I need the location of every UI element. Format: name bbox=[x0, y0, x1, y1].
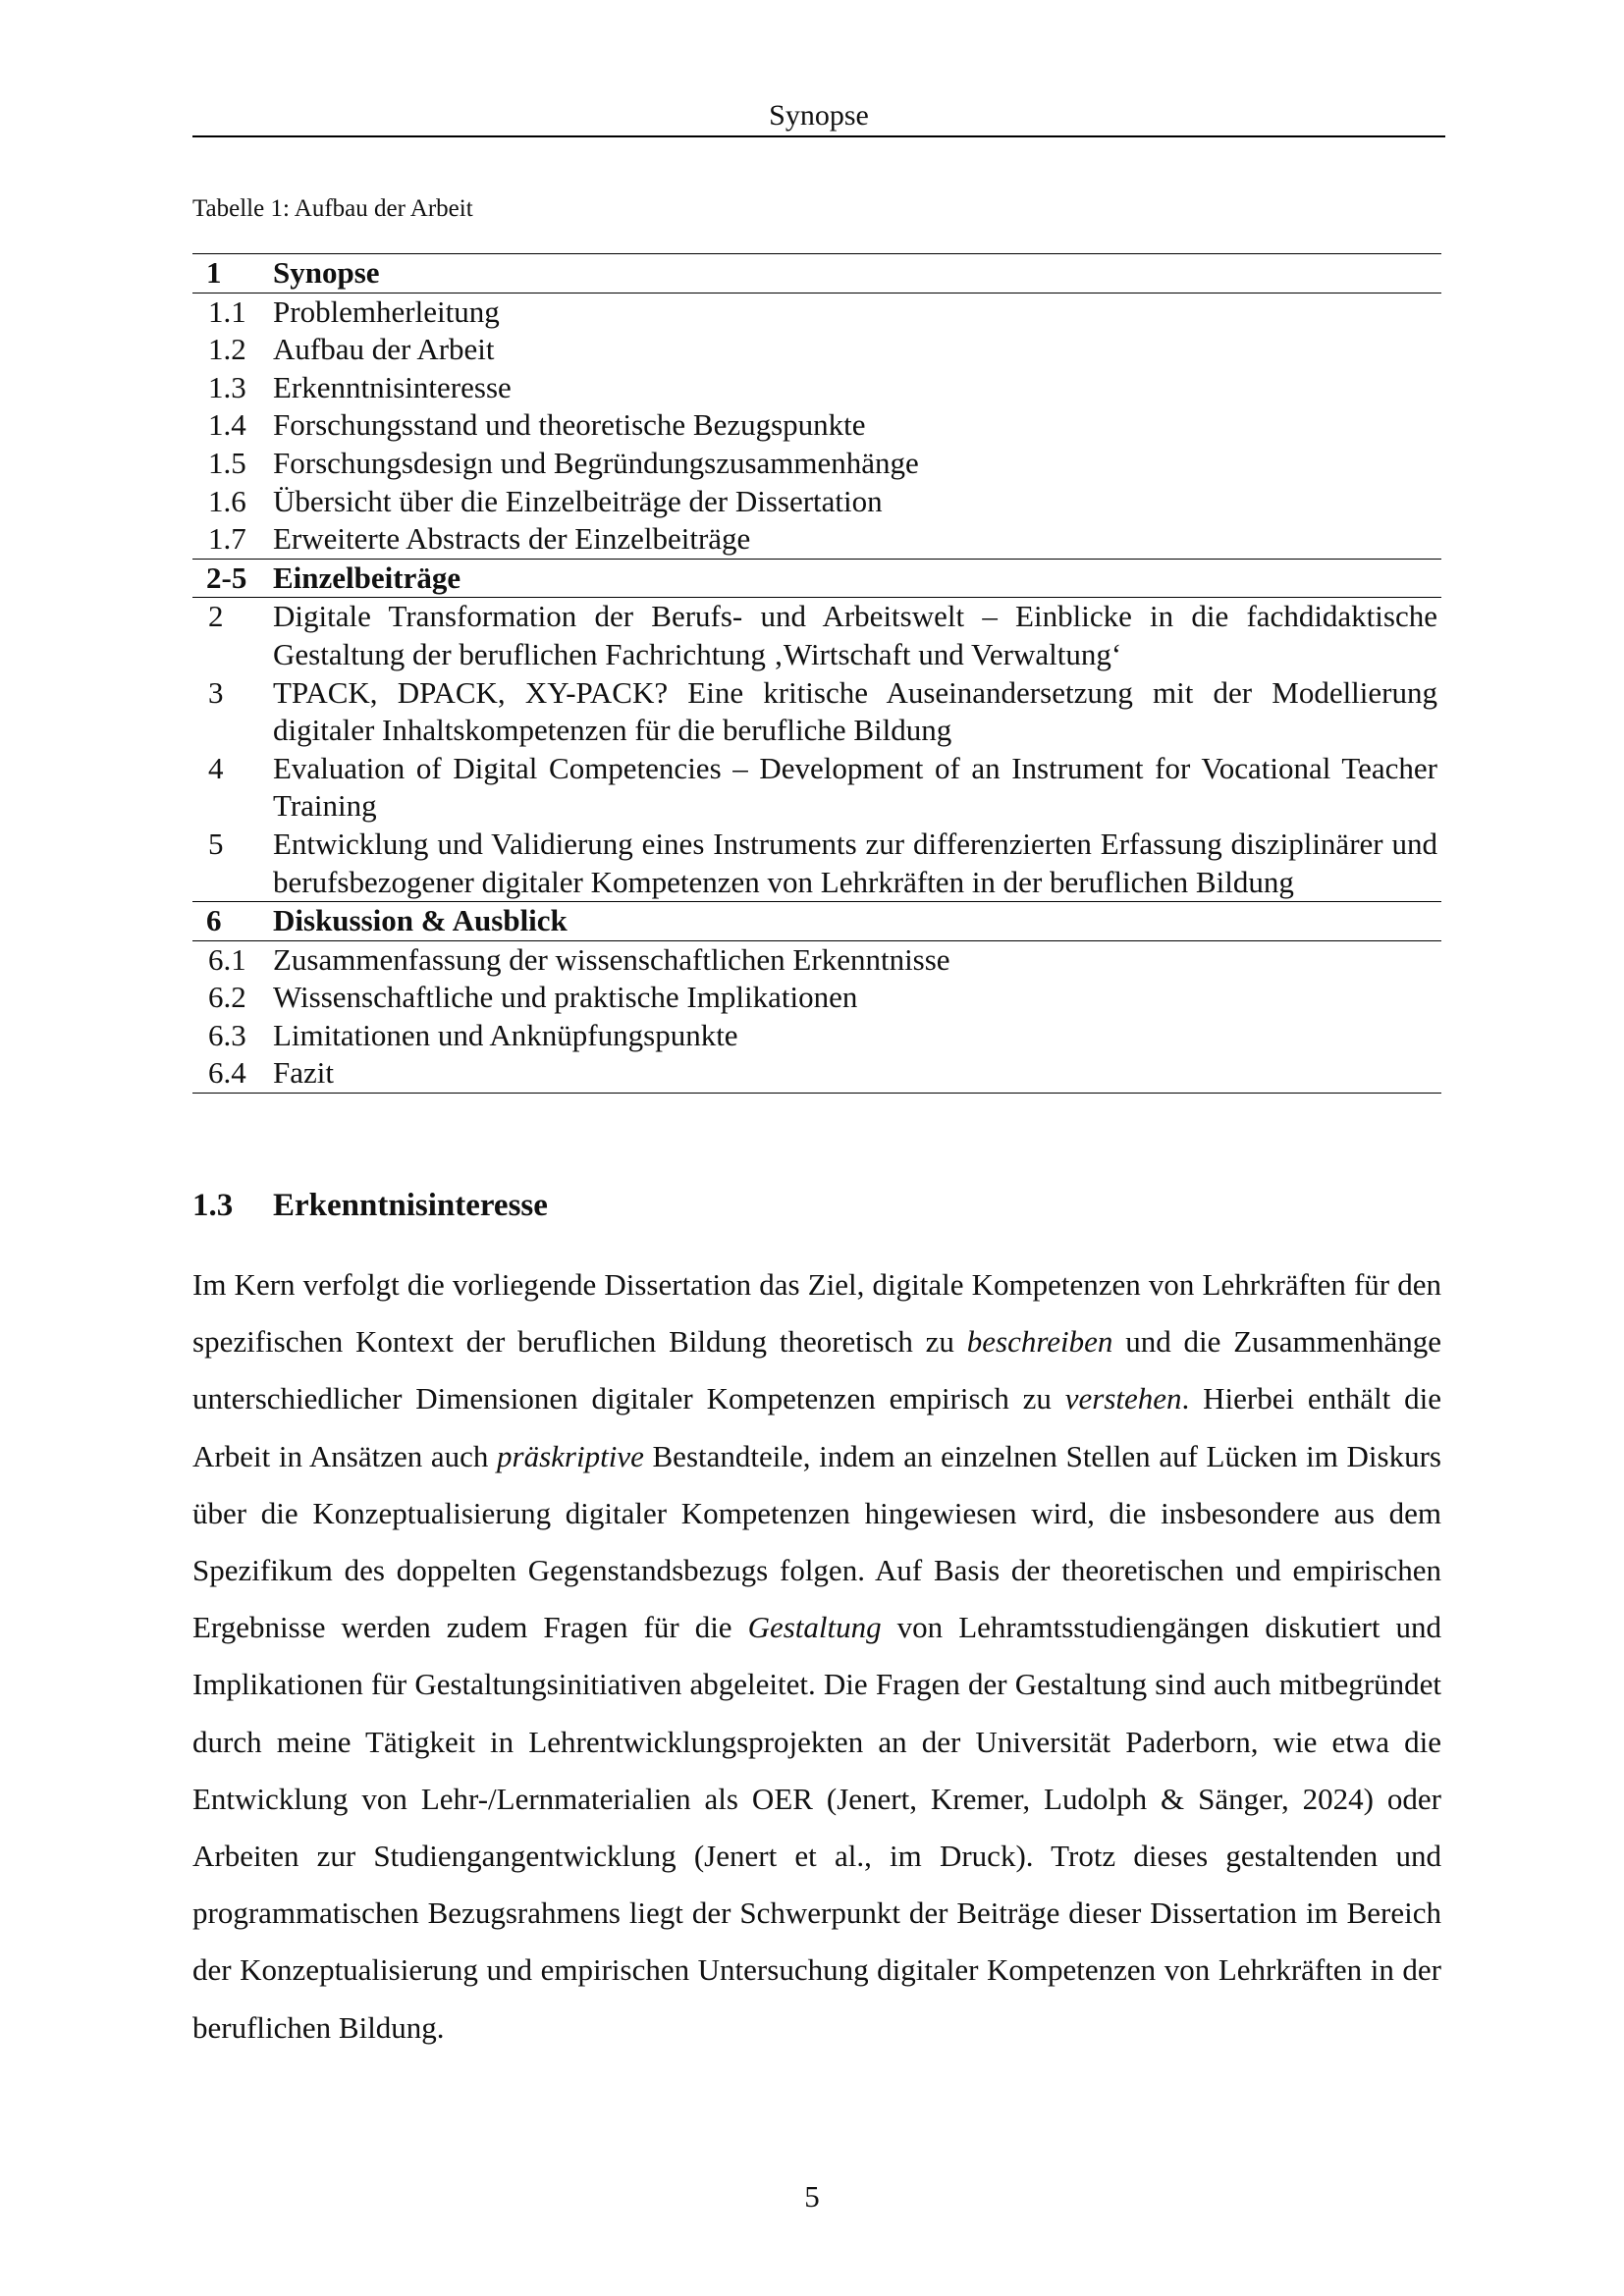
table-row-title: Wissenschaftliche und praktische Implikationen bbox=[273, 980, 858, 1015]
table-row-title: Forschungsstand und theoretische Bezugspunkte bbox=[273, 407, 866, 443]
table-row-title: Synopse bbox=[273, 255, 380, 290]
page-number: 5 bbox=[804, 2179, 820, 2214]
emphasized-term: Gestaltung bbox=[747, 1610, 882, 1645]
table-row bbox=[192, 979, 1441, 1017]
table-row bbox=[192, 826, 1441, 901]
table-row-title: TPACK, DPACK, XY-PACK? Eine kritische Auseinandersetzung mit der Modellierung digitaler Inhaltskompetenzen für die berufliche Bildung bbox=[273, 674, 1437, 748]
table-row-number: 6.1 bbox=[208, 941, 246, 977]
table-row bbox=[192, 941, 1441, 980]
table-section-row bbox=[192, 559, 1441, 599]
table-row-title: Übersicht über die Einzelbeiträge der Dissertation bbox=[273, 483, 883, 518]
table-row-title: Diskussion & Ausblick bbox=[273, 903, 568, 938]
table-row bbox=[192, 331, 1441, 369]
section-heading bbox=[192, 1186, 548, 1225]
table-row bbox=[192, 1017, 1441, 1055]
table-row-number: 1.2 bbox=[208, 332, 246, 367]
structure-table bbox=[192, 253, 1441, 1094]
emphasized-term: verstehen bbox=[1064, 1381, 1182, 1416]
table-row-number: 2-5 bbox=[206, 560, 247, 595]
table-row-number: 6.2 bbox=[208, 980, 246, 1015]
table-row-number: 1.7 bbox=[208, 521, 246, 557]
table-row-title: Erkenntnisinteresse bbox=[273, 369, 512, 404]
table-row-number: 1.5 bbox=[208, 445, 246, 480]
table-row-title: Fazit bbox=[273, 1055, 334, 1091]
table-row-title: Evaluation of Digital Competencies – Development of an Instrument for Vocational Teacher Training bbox=[273, 750, 1437, 824]
table-row-title: Zusammenfassung der wissenschaftlichen Erkenntnisse bbox=[273, 941, 950, 977]
table-row-title: Erweiterte Abstracts der Einzelbeiträge bbox=[273, 521, 751, 557]
table-row bbox=[192, 483, 1441, 521]
table-row bbox=[192, 294, 1441, 332]
table-row-number: 2 bbox=[208, 599, 224, 634]
table-row-number: 1 bbox=[206, 255, 222, 290]
text-run: Bestandteile, indem an einzelnen Stellen auf Lücken im Diskurs über die Konzeptualisierung digitaler Kompetenzen hingewiesen wird, die insbesondere aus dem Spezifikum des doppelten Gegenstandsbezugs folgen. Auf Basis der theoretischen und empirischen Ergebnisse werden zudem Fragen für die bbox=[192, 1438, 1441, 1645]
table-row-title: Einzelbeiträge bbox=[273, 560, 461, 595]
table-row bbox=[192, 674, 1441, 750]
table-row bbox=[192, 445, 1441, 483]
table-row bbox=[192, 1054, 1441, 1093]
table-row-title: Digitale Transformation der Berufs- und Arbeitswelt – Einblicke in die fachdidaktische Gestaltung der beruflichen Fachrichtung ‚Wirtschaft und Verwaltung‘ bbox=[273, 599, 1437, 671]
table-row-title: Entwicklung und Validierung eines Instruments zur differenzierten Erfassung disziplinärer und berufsbezogener digitaler Kompetenzen von Lehrkräften in der beruflichen Bildung bbox=[273, 826, 1437, 899]
running-header: Synopse bbox=[192, 96, 1445, 137]
table-row bbox=[192, 598, 1441, 673]
text-run: Im Kern verfolgt die vorliegende Dissertation das Ziel, digitale Kompetenzen von Lehrkräften für den spezifischen Kontext der beruflichen Bildung theoretisch zu bbox=[192, 1267, 1441, 1360]
section-title: Erkenntnisinteresse bbox=[273, 1188, 548, 1223]
text-run: von Lehramtsstudiengängen diskutiert und Implikationen für Gestaltungsinitiativen abgeleitet. Die Fragen der Gestaltung sind auch mitbegründet durch meine Tätigkeit in Lehrentwicklungsprojekten an der Universität Paderborn, wie etwa die Entwicklung von Lehr-/Lernmaterialien als OER (Jenert, Kremer, Ludolph & Sänger, 2024) oder Arbeiten zur Studiengangentwicklung (Jenert et al., im Druck). Trotz dieses gestaltenden und programmatischen Bezugsrahmens liegt der Schwerpunkt der Beiträge dieser Dissertation im Bereich der Konzeptualisierung und empirischen Untersuchung digitaler Kompetenzen von Lehrkräften in der beruflichen Bildung. bbox=[192, 1610, 1442, 2045]
emphasized-term: präskriptive bbox=[497, 1438, 644, 1473]
table-row bbox=[192, 750, 1441, 826]
table-row-number: 1.3 bbox=[208, 369, 246, 404]
table-row-number: 1.4 bbox=[208, 407, 246, 443]
table-row bbox=[192, 520, 1441, 559]
table-section-row bbox=[192, 254, 1441, 294]
table-caption: Tabelle 1: Aufbau der Arbeit bbox=[192, 195, 473, 222]
table-row-number: 3 bbox=[208, 674, 224, 710]
body-paragraph bbox=[192, 1256, 1441, 2056]
table-row-title: Forschungsdesign und Begründungszusammenhänge bbox=[273, 445, 919, 480]
table-row-number: 6.3 bbox=[208, 1017, 246, 1052]
table-row-number: 6.4 bbox=[208, 1055, 246, 1091]
text-run: und die Zusammenhänge unterschiedlicher Dimensionen digitaler Kompetenzen empirisch zu bbox=[192, 1324, 1441, 1416]
table-row-number: 6 bbox=[206, 903, 222, 938]
section-number: 1.3 bbox=[192, 1188, 234, 1223]
table-row-number: 1.1 bbox=[208, 294, 246, 329]
table-row-title: Limitationen und Anknüpfungspunkte bbox=[273, 1017, 738, 1052]
table-row-title: Aufbau der Arbeit bbox=[273, 332, 495, 367]
table-section-row bbox=[192, 901, 1441, 941]
text-run: . Hierbei enthält die Arbeit in Ansätzen auch bbox=[192, 1381, 1442, 1473]
table-row-number: 4 bbox=[208, 750, 224, 785]
table-row bbox=[192, 406, 1441, 445]
table-row-title: Problemherleitung bbox=[273, 294, 500, 329]
table-row-number: 5 bbox=[208, 826, 224, 861]
table-row bbox=[192, 369, 1441, 407]
table-row-number: 1.6 bbox=[208, 483, 246, 518]
emphasized-term: beschreiben bbox=[966, 1324, 1113, 1360]
